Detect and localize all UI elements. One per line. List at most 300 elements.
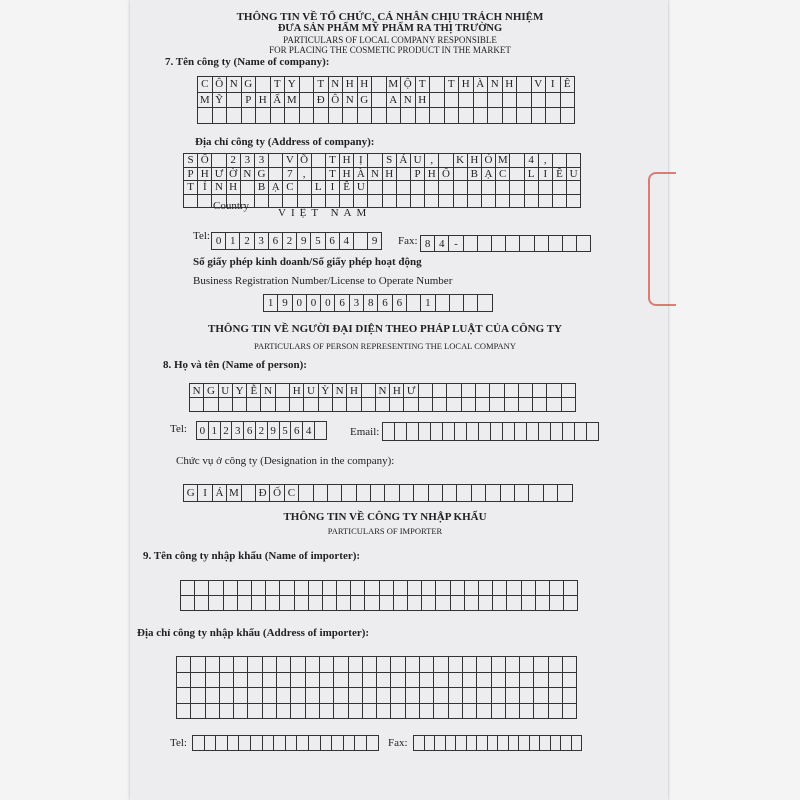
importer-name-cell[interactable] (323, 596, 337, 611)
company-address-cell[interactable] (411, 181, 425, 195)
company-address-cell[interactable] (397, 195, 411, 209)
representative-tel-cell[interactable]: 2 (256, 422, 268, 440)
company-name-cell[interactable] (213, 108, 228, 124)
importer-address-cell[interactable] (306, 657, 320, 673)
importer-address-cell[interactable] (463, 704, 477, 720)
company-address-cell[interactable] (368, 195, 382, 209)
designation-cell[interactable]: M (227, 485, 241, 502)
representative-name-cell[interactable] (490, 398, 504, 412)
representative-name-cell[interactable] (519, 384, 533, 398)
representative-name-cell[interactable] (562, 384, 576, 398)
company-name-cell[interactable] (300, 93, 315, 109)
importer-name-cell[interactable] (351, 581, 365, 596)
company-address-cell[interactable]: 2 (227, 154, 241, 168)
company-name-cell[interactable]: H (343, 77, 358, 93)
importer-address-cell[interactable] (563, 673, 577, 689)
company-address-cell[interactable] (368, 181, 382, 195)
representative-name-cell[interactable] (319, 398, 333, 412)
company-tel-cell[interactable]: 6 (269, 233, 283, 250)
importer-address-cell[interactable] (291, 704, 305, 720)
representative-name-cell[interactable] (547, 398, 561, 412)
representative-name-cell[interactable]: G (204, 384, 218, 398)
importer-name-cell[interactable] (422, 596, 436, 611)
company-address-cell[interactable]: I (326, 181, 340, 195)
company-fax-cell[interactable] (563, 236, 577, 252)
importer-address-cell[interactable] (220, 673, 234, 689)
company-address-cell[interactable] (539, 181, 553, 195)
importer-name-cell[interactable] (394, 581, 408, 596)
company-name-cell[interactable] (517, 77, 532, 93)
company-address-cell[interactable] (425, 181, 439, 195)
importer-address-cell[interactable] (363, 673, 377, 689)
importer-address-cell[interactable] (377, 688, 391, 704)
designation-cell[interactable]: G (184, 485, 198, 502)
importer-address-cell[interactable] (563, 657, 577, 673)
company-tel-cell[interactable]: 2 (283, 233, 297, 250)
representative-name-cell[interactable]: Ư (404, 384, 418, 398)
company-name-cell[interactable]: T (416, 77, 431, 93)
representative-name-cell[interactable] (533, 398, 547, 412)
importer-address-cell[interactable] (506, 704, 520, 720)
company-name-cell[interactable]: H (358, 77, 373, 93)
company-address-cell[interactable]: G (255, 168, 269, 182)
importer-fax-cell[interactable] (488, 736, 499, 751)
company-name-cell[interactable] (561, 108, 576, 124)
importer-address-cell[interactable] (263, 704, 277, 720)
company-address-cell[interactable]: I (539, 168, 553, 182)
importer-address-cell[interactable] (434, 673, 448, 689)
importer-address-cell[interactable] (263, 688, 277, 704)
representative-email-cell[interactable] (479, 423, 491, 441)
company-address-cell[interactable] (454, 195, 468, 209)
importer-address-cell[interactable] (234, 704, 248, 720)
importer-tel-cell[interactable] (344, 736, 356, 751)
representative-name-cell[interactable]: U (219, 384, 233, 398)
importer-address-cell[interactable] (506, 657, 520, 673)
company-name-cell[interactable]: T (445, 77, 460, 93)
representative-name-cell[interactable] (490, 384, 504, 398)
company-address-cell[interactable]: S (383, 154, 397, 168)
importer-address-cell[interactable] (449, 673, 463, 689)
importer-address-cell[interactable] (434, 657, 448, 673)
importer-address-cell[interactable] (349, 704, 363, 720)
importer-address-cell[interactable] (277, 673, 291, 689)
importer-address-cell[interactable] (177, 657, 191, 673)
company-address-cell[interactable]: H (227, 181, 241, 195)
company-name-cell[interactable] (343, 108, 358, 124)
importer-name-cell[interactable] (238, 581, 252, 596)
importer-address-cell[interactable] (549, 688, 563, 704)
company-address-cell[interactable] (482, 195, 496, 209)
company-address-cell[interactable]: Á (397, 154, 411, 168)
company-name-cell[interactable] (503, 93, 518, 109)
representative-email-cell[interactable] (503, 423, 515, 441)
importer-address-cell[interactable] (206, 688, 220, 704)
importer-address-cell[interactable] (420, 704, 434, 720)
company-name-cell[interactable]: A (387, 93, 402, 109)
company-fax-cell[interactable] (478, 236, 492, 252)
company-name-cell[interactable]: N (227, 77, 242, 93)
importer-address-cell[interactable] (391, 673, 405, 689)
importer-name-cell[interactable] (209, 581, 223, 596)
company-address-cell[interactable] (468, 195, 482, 209)
company-address-cell[interactable] (553, 195, 567, 209)
importer-address-cell[interactable] (420, 688, 434, 704)
company-name-cell[interactable] (198, 108, 213, 124)
company-name-cell[interactable]: T (314, 77, 329, 93)
importer-address-cell[interactable] (334, 704, 348, 720)
company-tel-cell[interactable]: 9 (368, 233, 382, 250)
company-name-cell[interactable] (256, 77, 271, 93)
company-name-cell[interactable] (459, 93, 474, 109)
representative-name-cell[interactable] (462, 398, 476, 412)
license-cell[interactable]: 0 (307, 295, 321, 312)
representative-name-cell[interactable] (562, 398, 576, 412)
company-address-cell[interactable] (439, 154, 453, 168)
representative-email-cell[interactable] (443, 423, 455, 441)
company-name-cell[interactable]: H (459, 77, 474, 93)
importer-address-cell[interactable] (492, 688, 506, 704)
importer-tel-cell[interactable] (239, 736, 251, 751)
company-name-cell[interactable] (329, 108, 344, 124)
company-address-cell[interactable]: B (255, 181, 269, 195)
designation-cell[interactable] (299, 485, 313, 502)
company-name-cell[interactable] (445, 93, 460, 109)
company-address-cell[interactable] (298, 181, 312, 195)
company-fax-cell[interactable] (549, 236, 563, 252)
importer-address-cell[interactable] (492, 657, 506, 673)
company-tel-cell[interactable]: 0 (212, 233, 226, 250)
importer-address-cell[interactable] (534, 688, 548, 704)
company-address-cell[interactable]: , (298, 168, 312, 182)
importer-address-cell[interactable] (377, 704, 391, 720)
importer-address-cell[interactable] (391, 704, 405, 720)
importer-name-cell[interactable] (380, 581, 394, 596)
importer-tel-cell[interactable] (274, 736, 286, 751)
importer-name-cell[interactable] (266, 596, 280, 611)
company-name-cell[interactable]: M (285, 93, 300, 109)
company-address-cell[interactable]: K (454, 154, 468, 168)
importer-address-cell[interactable] (406, 657, 420, 673)
importer-fax-cell[interactable] (551, 736, 562, 751)
company-address-cell[interactable] (525, 195, 539, 209)
company-name-cell[interactable] (532, 93, 547, 109)
importer-name-cell[interactable] (238, 596, 252, 611)
importer-name-cell[interactable] (380, 596, 394, 611)
importer-tel-cell[interactable] (228, 736, 240, 751)
importer-name-cell[interactable] (451, 581, 465, 596)
designation-cell[interactable] (457, 485, 471, 502)
importer-address-cell[interactable] (520, 704, 534, 720)
representative-name-cell[interactable] (362, 398, 376, 412)
company-address-cell[interactable] (510, 168, 524, 182)
representative-email-cell[interactable] (431, 423, 443, 441)
importer-address-cell[interactable] (248, 704, 262, 720)
representative-name-cell[interactable] (362, 384, 376, 398)
company-fax-cell[interactable] (492, 236, 506, 252)
company-address-cell[interactable] (397, 168, 411, 182)
importer-name-cell[interactable] (295, 581, 309, 596)
company-address-cell[interactable] (241, 181, 255, 195)
company-tel-cell[interactable]: 5 (311, 233, 325, 250)
company-tel-cell[interactable]: 3 (255, 233, 269, 250)
importer-address-cell[interactable] (277, 657, 291, 673)
company-name-cell[interactable] (242, 108, 257, 124)
representative-name-cell[interactable] (304, 398, 318, 412)
importer-address-cell[interactable] (506, 673, 520, 689)
company-address-cell[interactable]: 4 (525, 154, 539, 168)
designation-cell[interactable] (414, 485, 428, 502)
importer-fax-cell[interactable] (467, 736, 478, 751)
company-name-cell[interactable] (285, 108, 300, 124)
company-address-cell[interactable] (255, 195, 269, 209)
importer-address-cell[interactable] (349, 673, 363, 689)
designation-cell[interactable]: Ố (270, 485, 284, 502)
company-name-cell[interactable]: Ê (561, 77, 576, 93)
importer-tel-cell[interactable] (205, 736, 217, 751)
importer-name-cell[interactable] (536, 596, 550, 611)
company-name-cell[interactable]: H (503, 77, 518, 93)
company-name-cell[interactable]: Y (285, 77, 300, 93)
license-cell[interactable]: 0 (293, 295, 307, 312)
company-address-cell[interactable] (567, 154, 581, 168)
representative-name-cell[interactable] (204, 398, 218, 412)
importer-name-cell[interactable] (465, 596, 479, 611)
representative-name-cell[interactable] (505, 398, 519, 412)
company-address-cell[interactable]: U (567, 168, 581, 182)
importer-address-cell[interactable] (248, 673, 262, 689)
importer-address-cell[interactable] (549, 704, 563, 720)
designation-cell[interactable] (342, 485, 356, 502)
importer-name-cell[interactable] (224, 581, 238, 596)
company-address-cell[interactable]: Ố (198, 154, 212, 168)
importer-address-cell[interactable] (191, 704, 205, 720)
representative-email-cell[interactable] (539, 423, 551, 441)
importer-name-cell[interactable] (479, 596, 493, 611)
importer-fax-cell[interactable] (561, 736, 572, 751)
importer-address-cell[interactable] (506, 688, 520, 704)
company-address-cell[interactable] (354, 195, 368, 209)
importer-address-cell[interactable] (492, 673, 506, 689)
company-address-cell[interactable] (312, 168, 326, 182)
company-fax-cell[interactable] (464, 236, 478, 252)
representative-name-cell[interactable]: H (390, 384, 404, 398)
representative-name-cell[interactable] (462, 384, 476, 398)
importer-fax-cell[interactable] (519, 736, 530, 751)
company-address-cell[interactable] (439, 181, 453, 195)
importer-address-cell[interactable] (549, 657, 563, 673)
importer-address-cell[interactable] (563, 704, 577, 720)
company-name-cell[interactable] (300, 77, 315, 93)
license-cell[interactable] (407, 295, 421, 312)
representative-name-cell[interactable] (547, 384, 561, 398)
company-name-cell[interactable] (546, 93, 561, 109)
license-cell[interactable]: 0 (321, 295, 335, 312)
designation-cell[interactable] (544, 485, 558, 502)
company-name-cell[interactable] (227, 93, 242, 109)
company-name-cell[interactable] (416, 108, 431, 124)
company-address-cell[interactable]: C (496, 168, 510, 182)
importer-address-cell[interactable] (449, 688, 463, 704)
importer-address-cell[interactable] (320, 704, 334, 720)
importer-name-cell[interactable] (181, 596, 195, 611)
representative-email-cell[interactable] (395, 423, 407, 441)
company-address-cell[interactable] (454, 168, 468, 182)
designation-cell[interactable] (328, 485, 342, 502)
company-address-cell[interactable]: T (184, 181, 198, 195)
representative-name-cell[interactable]: N (333, 384, 347, 398)
importer-address-cell[interactable] (191, 657, 205, 673)
importer-name-cell[interactable] (365, 596, 379, 611)
representative-name-cell[interactable] (276, 384, 290, 398)
representative-tel-cell[interactable]: 4 (303, 422, 315, 440)
designation-cell[interactable]: Á (213, 485, 227, 502)
company-address-cell[interactable] (368, 154, 382, 168)
representative-name-cell[interactable]: Ễ (247, 384, 261, 398)
importer-name-cell[interactable] (493, 596, 507, 611)
license-cell[interactable]: 9 (278, 295, 292, 312)
representative-name-cell[interactable] (233, 398, 247, 412)
company-name-cell[interactable] (358, 108, 373, 124)
designation-cell[interactable] (242, 485, 256, 502)
company-address-cell[interactable]: 7 (283, 168, 297, 182)
company-name-cell[interactable]: Đ (314, 93, 329, 109)
importer-name-cell[interactable] (252, 596, 266, 611)
company-tel-cell[interactable]: 6 (326, 233, 340, 250)
importer-address-cell[interactable] (320, 657, 334, 673)
company-name-cell[interactable] (488, 93, 503, 109)
importer-address-cell[interactable] (334, 673, 348, 689)
importer-address-cell[interactable] (277, 704, 291, 720)
representative-name-cell[interactable] (433, 384, 447, 398)
importer-address-cell[interactable] (463, 673, 477, 689)
company-address-cell[interactable]: , (425, 154, 439, 168)
importer-name-cell[interactable] (408, 581, 422, 596)
representative-email-cell[interactable] (467, 423, 479, 441)
importer-address-cell[interactable] (206, 657, 220, 673)
company-address-cell[interactable] (383, 195, 397, 209)
importer-address-cell[interactable] (377, 657, 391, 673)
license-cell[interactable]: 3 (350, 295, 364, 312)
company-address-cell[interactable]: H (425, 168, 439, 182)
importer-address-cell[interactable] (534, 673, 548, 689)
company-address-cell[interactable] (496, 195, 510, 209)
representative-tel-cell[interactable]: 5 (280, 422, 292, 440)
importer-tel-cell[interactable] (251, 736, 263, 751)
importer-name-cell[interactable] (394, 596, 408, 611)
importer-address-cell[interactable] (449, 704, 463, 720)
company-fax-cell[interactable]: - (449, 236, 463, 252)
company-fax-cell[interactable]: 4 (435, 236, 449, 252)
importer-tel-cell[interactable] (216, 736, 228, 751)
representative-email-cell[interactable] (551, 423, 563, 441)
importer-name-cell[interactable] (493, 581, 507, 596)
importer-fax-cell[interactable] (435, 736, 446, 751)
importer-address-cell[interactable] (277, 688, 291, 704)
representative-name-cell[interactable]: N (261, 384, 275, 398)
importer-address-cell[interactable] (248, 688, 262, 704)
importer-address-cell[interactable] (334, 688, 348, 704)
designation-cell[interactable] (472, 485, 486, 502)
importer-address-cell[interactable] (320, 673, 334, 689)
company-address-cell[interactable] (510, 154, 524, 168)
company-name-cell[interactable]: Ộ (401, 77, 416, 93)
importer-name-cell[interactable] (295, 596, 309, 611)
importer-name-cell[interactable] (550, 581, 564, 596)
company-name-cell[interactable] (387, 108, 402, 124)
company-fax-cell[interactable] (535, 236, 549, 252)
company-address-cell[interactable]: M (496, 154, 510, 168)
company-address-cell[interactable]: U (354, 181, 368, 195)
importer-address-cell[interactable] (248, 657, 262, 673)
company-address-cell[interactable] (383, 181, 397, 195)
importer-address-cell[interactable] (420, 657, 434, 673)
company-address-cell[interactable] (269, 154, 283, 168)
representative-tel-cell[interactable] (315, 422, 327, 440)
company-name-cell[interactable] (430, 108, 445, 124)
importer-address-cell[interactable] (363, 704, 377, 720)
importer-tel-cell[interactable] (367, 736, 379, 751)
representative-name-cell[interactable]: U (304, 384, 318, 398)
importer-address-cell[interactable] (220, 704, 234, 720)
importer-address-cell[interactable] (191, 673, 205, 689)
designation-cell[interactable] (357, 485, 371, 502)
representative-name-cell[interactable] (505, 384, 519, 398)
company-name-cell[interactable] (300, 108, 315, 124)
importer-name-cell[interactable] (323, 581, 337, 596)
company-name-cell[interactable] (314, 108, 329, 124)
importer-address-cell[interactable] (477, 657, 491, 673)
importer-address-cell[interactable] (291, 657, 305, 673)
license-cell[interactable]: 1 (264, 295, 278, 312)
importer-address-cell[interactable] (406, 704, 420, 720)
importer-address-cell[interactable] (477, 673, 491, 689)
representative-name-cell[interactable] (190, 398, 204, 412)
company-address-cell[interactable] (340, 195, 354, 209)
company-name-cell[interactable]: M (198, 93, 213, 109)
importer-address-cell[interactable] (349, 688, 363, 704)
importer-fax-cell[interactable] (425, 736, 436, 751)
company-name-cell[interactable] (372, 108, 387, 124)
importer-tel-cell[interactable] (332, 736, 344, 751)
designation-cell[interactable] (314, 485, 328, 502)
importer-tel-cell[interactable] (193, 736, 205, 751)
importer-name-cell[interactable] (252, 581, 266, 596)
importer-address-cell[interactable] (320, 688, 334, 704)
representative-name-cell[interactable]: N (190, 384, 204, 398)
company-name-cell[interactable] (459, 108, 474, 124)
representative-name-cell[interactable]: N (376, 384, 390, 398)
importer-address-cell[interactable] (306, 704, 320, 720)
company-address-cell[interactable]: Ê (553, 168, 567, 182)
importer-name-cell[interactable] (337, 581, 351, 596)
company-address-cell[interactable]: H (468, 154, 482, 168)
company-address-cell[interactable] (411, 195, 425, 209)
company-name-cell[interactable]: N (488, 77, 503, 93)
designation-cell[interactable] (443, 485, 457, 502)
importer-address-cell[interactable] (391, 657, 405, 673)
importer-address-cell[interactable] (363, 688, 377, 704)
importer-fax-cell[interactable] (456, 736, 467, 751)
importer-address-cell[interactable] (234, 657, 248, 673)
company-name-cell[interactable] (372, 77, 387, 93)
designation-cell[interactable] (429, 485, 443, 502)
representative-name-cell[interactable] (476, 398, 490, 412)
company-address-cell[interactable]: , (539, 154, 553, 168)
license-cell[interactable] (450, 295, 464, 312)
importer-address-cell[interactable] (191, 688, 205, 704)
importer-address-cell[interactable] (306, 688, 320, 704)
